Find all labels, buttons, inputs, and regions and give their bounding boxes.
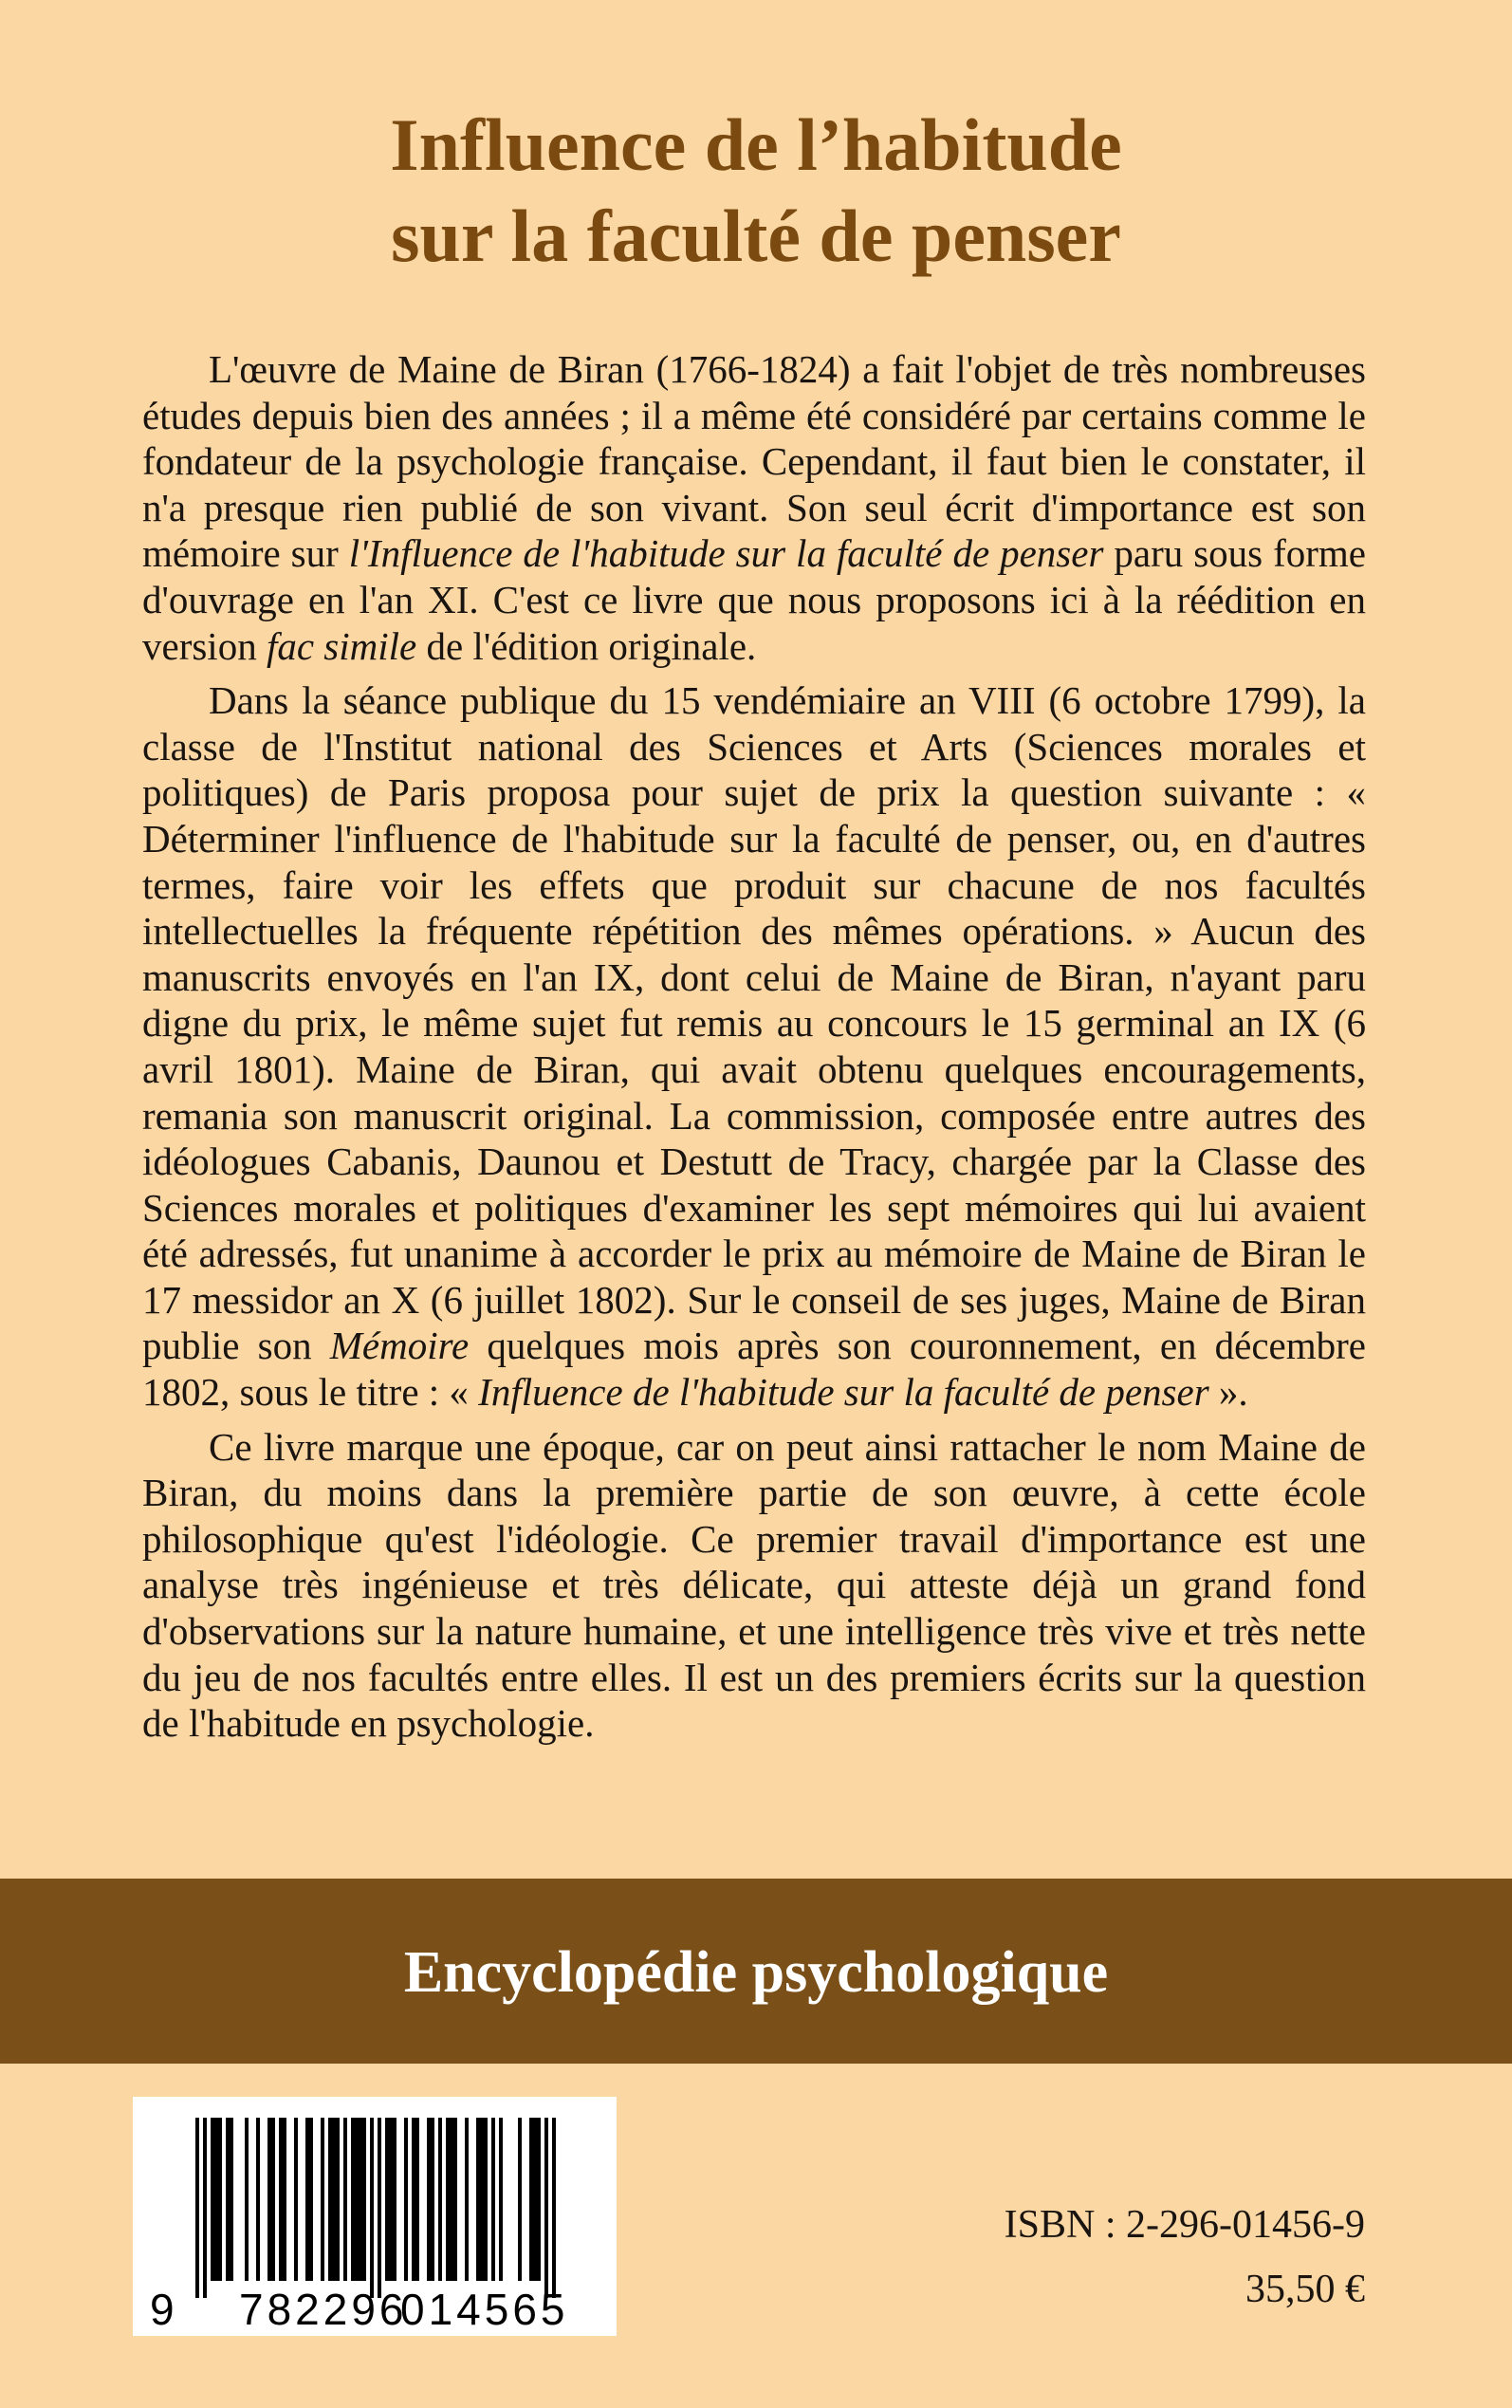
barcode-bar xyxy=(359,2118,362,2281)
italic-run: l'Influence de l'habitude sur la faculté de penser xyxy=(348,531,1104,576)
price-label: 35,50 € xyxy=(1245,2268,1365,2311)
text-run: de l'édition originale. xyxy=(416,623,757,668)
italic-run: Influence de l'habitude sur la faculté de penser xyxy=(478,1370,1209,1415)
barcode-bar xyxy=(412,2118,415,2281)
barcode-bar xyxy=(537,2118,541,2281)
text-run: Ce livre marque une époque, car on peut ainsi rattacher le nom Maine de Biran, du moins dans la première partie de son œuvre, à cette école philosophique qu'est l'idéologie. Ce premier travail d'importance est une analyse très ingénieuse et très délicate, qui atteste déjà un grand fond d'observations sur la nature humaine, et une intelligence très vive et très nette du jeu de nos facultés entre elles. Il est un des premiers écrits sur la question de l'habitude en psychologie. xyxy=(142,1424,1366,1746)
paragraph xyxy=(142,346,1366,669)
barcode-group-2: 014565 xyxy=(400,2285,569,2334)
barcode-bar xyxy=(214,2118,218,2281)
barcode-graphic xyxy=(133,2097,617,2336)
barcode-guard-bar xyxy=(378,2118,381,2298)
barcode-bar xyxy=(404,2118,408,2281)
barcode-first-digit: 9 xyxy=(150,2285,175,2334)
barcode-bar xyxy=(533,2118,537,2281)
barcode-bar xyxy=(453,2118,457,2281)
barcode-bar xyxy=(305,2118,309,2281)
barcode xyxy=(133,2097,617,2336)
italic-run: Mémoire xyxy=(329,1324,470,1368)
barcode-bar xyxy=(226,2118,230,2281)
barcode-bar xyxy=(499,2118,503,2281)
italic-run: fac simile xyxy=(266,623,417,668)
barcode-bar xyxy=(355,2118,359,2281)
barcode-bar xyxy=(427,2118,431,2281)
barcode-bar xyxy=(438,2118,442,2281)
barcode-bar xyxy=(211,2118,214,2281)
book-title-line-1: Influence de l’habitude xyxy=(390,103,1122,186)
barcode-bar xyxy=(393,2118,396,2281)
barcode-bar xyxy=(415,2118,419,2281)
barcode-guard-bar xyxy=(552,2118,556,2298)
barcode-bar xyxy=(267,2118,271,2281)
barcode-guard-bar xyxy=(544,2118,548,2298)
barcode-bar xyxy=(332,2118,336,2281)
barcode-bar xyxy=(321,2118,324,2281)
book-title-line-2: sur la faculté de penser xyxy=(391,194,1121,277)
barcode-guard-bar xyxy=(203,2118,207,2298)
barcode-bar xyxy=(294,2118,298,2281)
barcode-bar xyxy=(351,2118,355,2281)
paragraph xyxy=(142,1424,1366,1747)
barcode-bar xyxy=(465,2118,469,2281)
barcode-bar xyxy=(385,2118,389,2281)
barcode-guard-bar xyxy=(195,2118,199,2298)
barcode-bar xyxy=(484,2118,488,2281)
text-run: quelques mois après son couronnement, en décembre 1802, sous le titre : « xyxy=(142,1324,1366,1415)
barcode-bar xyxy=(529,2118,533,2281)
barcode-bar xyxy=(271,2118,275,2281)
barcode-bar xyxy=(491,2118,495,2281)
text-run: paru sous forme d'ouvrage en l'an XI. C'est ce livre que nous proposons ici à la réédition en version xyxy=(142,531,1366,668)
text-run: Dans la séance publique du 15 vendémiaire an VIII (6 octobre 1799), la classe de l'Institut national des Sciences et Arts (Sciences morales et politiques) de Paris proposa pour sujet de prix la question suivante : « Déterminer l'influence de l'habitude sur la faculté de penser, ou, en d'autres termes, faire voir les effets que produit sur chacune de nos facultés intellectuelles la fréquente répétition des mêmes opérations. » Aucun des manuscrits envoyés en l'an IX, dont celui de Maine de Biran, n'ayant paru digne du prix, le même sujet fut remis au concours le 15 germinal an IX (6 avril 1801). Maine de Biran, qui avait obtenu quelques encouragements, remania son manuscrit original. La commission, composée entre autres des idéologues Cabanis, Daunou et Destutt de Tracy, chargée par la Classe des Sciences morales et politiques d'examiner les sept mémoires qui lui avaient été adressés, fut unanime à accorder le prix au mémoire de Maine de Biran le 17 messidor an X (6 juillet 1802). Sur le conseil de ses juges, Maine de Biran publie son xyxy=(142,678,1366,1368)
series-name: Encyclopédie psychologique xyxy=(403,1940,1109,2005)
back-cover-blurb xyxy=(142,346,1366,1747)
barcode-bar xyxy=(480,2118,484,2281)
barcode-bar xyxy=(328,2118,332,2281)
barcode-bar xyxy=(230,2118,233,2281)
barcode-bar xyxy=(518,2118,522,2281)
barcode-bar xyxy=(389,2118,393,2281)
barcode-bar xyxy=(309,2118,313,2281)
barcode-group-1: 782296 xyxy=(239,2285,408,2334)
paragraph xyxy=(142,677,1366,1416)
barcode-bar xyxy=(256,2118,260,2281)
text-run: L'œuvre de Maine de Biran (1766-1824) a fait l'objet de très nombreuses études depuis bien des années ; il a même été considéré par certains comme le fondateur de la psychologie française. Cependant, il faut bien le constater, il n'a presque rien publié de son vivant. Son seul écrit d'importance est son mémoire sur xyxy=(142,347,1366,576)
isbn-label: ISBN : 2-296-01456-9 xyxy=(1004,2203,1365,2247)
barcode-bar xyxy=(450,2118,453,2281)
barcode-bar xyxy=(431,2118,434,2281)
barcode-bar xyxy=(283,2118,286,2281)
barcode-bar xyxy=(362,2118,366,2281)
barcode-bar xyxy=(343,2118,347,2281)
barcode-bar xyxy=(336,2118,340,2281)
barcode-guard-bar xyxy=(370,2118,374,2298)
book-title xyxy=(0,100,1512,282)
text-run: ». xyxy=(1208,1370,1248,1415)
barcode-bar xyxy=(245,2118,249,2281)
barcode-bar xyxy=(218,2118,222,2281)
barcode-bar xyxy=(476,2118,480,2281)
barcode-bar xyxy=(279,2118,283,2281)
barcode-bar xyxy=(446,2118,450,2281)
